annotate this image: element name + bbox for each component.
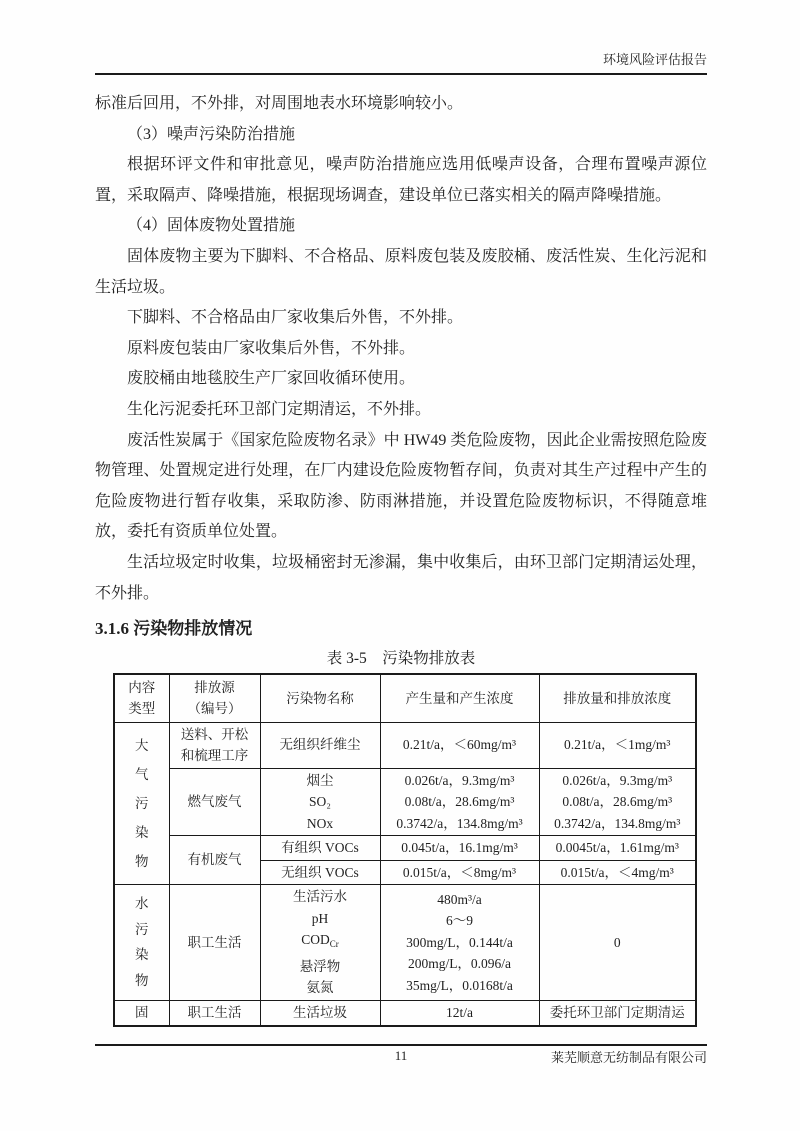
cell-water-source: 职工生活 bbox=[169, 885, 260, 1001]
water-category-label: 水污染物 bbox=[135, 896, 149, 988]
header-line: （编号） bbox=[187, 701, 242, 717]
cell-fuel-emitted bbox=[539, 768, 696, 836]
cell-line: 6～9 bbox=[446, 913, 473, 929]
paragraph-noise-body: 根据环评文件和审批意见，噪声防治措施应选用低噪声设备，合理布置噪声源位置，采取隔声、降噪措施，根据现场调查，建设单位已落实相关的隔声降噪措施。 bbox=[95, 156, 707, 204]
cell-line: 480m³/a bbox=[437, 891, 482, 907]
paragraph-carbon: 废活性炭属于《国家危险废物名录》中 HW49 类危险废物，因此企业需按照危险废物管理、处置规定进行处理，在厂内建设危险废物暂存间，负责对其生产过程中产生的危险废物进行暂存收集，采取防渗、防雨淋措施，并设置危险废物标识，不得随意堆放，委托有资质单位处置。 bbox=[95, 431, 707, 541]
cell-line: 烟尘 bbox=[306, 772, 334, 788]
paragraph-continuation: 标准后回用，不外排，对周围地表水环境影响较小。 bbox=[95, 95, 464, 112]
cell-line: 0.08t/a，28.6mg/m³ bbox=[562, 794, 673, 810]
header-title: 环境风险评估报告 bbox=[602, 52, 707, 67]
cell-solid-emitted: 委托环卫部门定期清运 bbox=[539, 1000, 696, 1026]
cell-voc2-produced: 0.015t/a，＜8mg/m³ bbox=[380, 860, 539, 885]
cell-line: 300mg/L，0.144t/a bbox=[406, 934, 513, 950]
cell-fuel-produced bbox=[380, 768, 539, 836]
paragraph-glue-barrel: 废胶桶由地毯胶生产厂家回收循环使用。 bbox=[127, 370, 416, 388]
row-fiber-dust bbox=[114, 722, 696, 768]
cell-line: 0.08t/a，28.6mg/m³ bbox=[404, 794, 515, 810]
col-header-source bbox=[169, 674, 260, 722]
cell-solid-pollutant: 生活垃圾 bbox=[260, 1000, 380, 1026]
cell-line: 送料、开松 bbox=[180, 726, 249, 742]
header-line: 类型 bbox=[128, 701, 156, 717]
col-header-produced: 产生量和产生浓度 bbox=[380, 674, 539, 722]
cell-line: 氨氮 bbox=[306, 980, 334, 996]
paragraph-noise-title: （3）噪声污染防治措施 bbox=[127, 125, 296, 143]
cell-fiber-emitted: 0.21t/a，＜1mg/m³ bbox=[539, 722, 696, 768]
air-category-label: 大气污染物 bbox=[135, 737, 149, 869]
paragraph-scraps: 下脚料、不合格品由厂家收集后外售，不外排。 bbox=[127, 309, 464, 327]
table-caption: 表 3-5 污染物排放表 bbox=[326, 650, 476, 668]
cell-water-produced bbox=[380, 885, 539, 1001]
cell-fiber-pollutant: 无组织纤维尘 bbox=[260, 722, 380, 768]
cod-label: COD bbox=[301, 932, 330, 948]
cell-line-cod bbox=[263, 929, 378, 956]
cell-line: 35mg/L，0.0168t/a bbox=[406, 977, 513, 993]
cell-voc2-emitted: 0.015t/a，＜4mg/m³ bbox=[539, 860, 696, 885]
cell-line: NOx bbox=[306, 815, 334, 831]
cell-fuel-pollutants bbox=[260, 768, 380, 836]
cell-voc1-emitted: 0.0045t/a，1.61mg/m³ bbox=[539, 836, 696, 861]
paragraph-solid-list: 固体废物主要为下脚料、不合格品、原料废包装及废胶桶、废活性炭、生化污泥和生活垃圾。 bbox=[95, 247, 707, 296]
col-header-emitted: 排放量和排放浓度 bbox=[539, 674, 696, 722]
header-line: 排放源 bbox=[194, 679, 235, 695]
cell-line: 生活污水 bbox=[293, 889, 347, 905]
cell-solid-category: 固 bbox=[114, 1000, 169, 1026]
page-number: 11 bbox=[394, 1048, 408, 1063]
section-heading: 3.1.6 污染物排放情况 bbox=[95, 619, 253, 639]
cell-line: 0.3742/a，134.8mg/m³ bbox=[554, 815, 681, 831]
cell-water-category bbox=[114, 885, 169, 1001]
cell-line: 200mg/L，0.096/a bbox=[407, 956, 512, 972]
pollutant-emission-table bbox=[113, 673, 697, 1027]
cell-line: 悬浮物 bbox=[299, 958, 341, 974]
cell-solid-produced: 12t/a bbox=[380, 1000, 539, 1026]
table-header-row bbox=[114, 674, 696, 722]
cell-fiber-source bbox=[169, 722, 260, 768]
row-organized-vocs bbox=[114, 836, 696, 861]
cod-subscript: Cr bbox=[329, 939, 339, 950]
cell-line: 0.3742/a，134.8mg/m³ bbox=[396, 815, 523, 831]
cell-line: pH bbox=[311, 910, 329, 926]
row-water-pollutants bbox=[114, 885, 696, 1001]
cell-line: SO₂ bbox=[309, 794, 331, 810]
page-header bbox=[95, 52, 707, 75]
cell-water-pollutants bbox=[260, 885, 380, 1001]
header-line: 内容 bbox=[128, 679, 156, 695]
cell-line: 0.026t/a，9.3mg/m³ bbox=[404, 772, 515, 788]
cell-fiber-produced: 0.21t/a，＜60mg/m³ bbox=[380, 722, 539, 768]
paragraph-solid-title: （4）固体废物处置措施 bbox=[127, 217, 296, 235]
cell-line: 0.026t/a，9.3mg/m³ bbox=[562, 772, 673, 788]
cell-line: 和梳理工序 bbox=[180, 748, 249, 764]
cell-fuel-source: 燃气废气 bbox=[169, 768, 260, 836]
col-header-pollutant: 污染物名称 bbox=[260, 674, 380, 722]
col-header-content-type bbox=[114, 674, 169, 722]
paragraph-garbage: 生活垃圾定时收集，垃圾桶密封无渗漏，集中收集后，由环卫部门定期清运处理，不外排。 bbox=[95, 553, 707, 602]
row-fuel-gas bbox=[114, 768, 696, 836]
row-solid-waste bbox=[114, 1000, 696, 1026]
cell-voc1-pollutant: 有组织 VOCs bbox=[260, 836, 380, 861]
cell-voc2-pollutant: 无组织 VOCs bbox=[260, 860, 380, 885]
cell-voc1-produced: 0.045t/a，16.1mg/m³ bbox=[380, 836, 539, 861]
paragraph-packaging: 原料废包装由厂家收集后外售，不外排。 bbox=[127, 339, 416, 357]
document-body bbox=[95, 89, 707, 1027]
cell-solid-source: 职工生活 bbox=[169, 1000, 260, 1026]
company-name: 莱芜顺意无纺制品有限公司 bbox=[550, 1050, 707, 1065]
page-footer bbox=[95, 1044, 707, 1064]
cell-water-emitted: 0 bbox=[539, 885, 696, 1001]
cell-organic-source: 有机废气 bbox=[169, 836, 260, 885]
cell-air-category bbox=[114, 722, 169, 885]
paragraph-sludge: 生化污泥委托环卫部门定期清运，不外排。 bbox=[127, 400, 432, 418]
